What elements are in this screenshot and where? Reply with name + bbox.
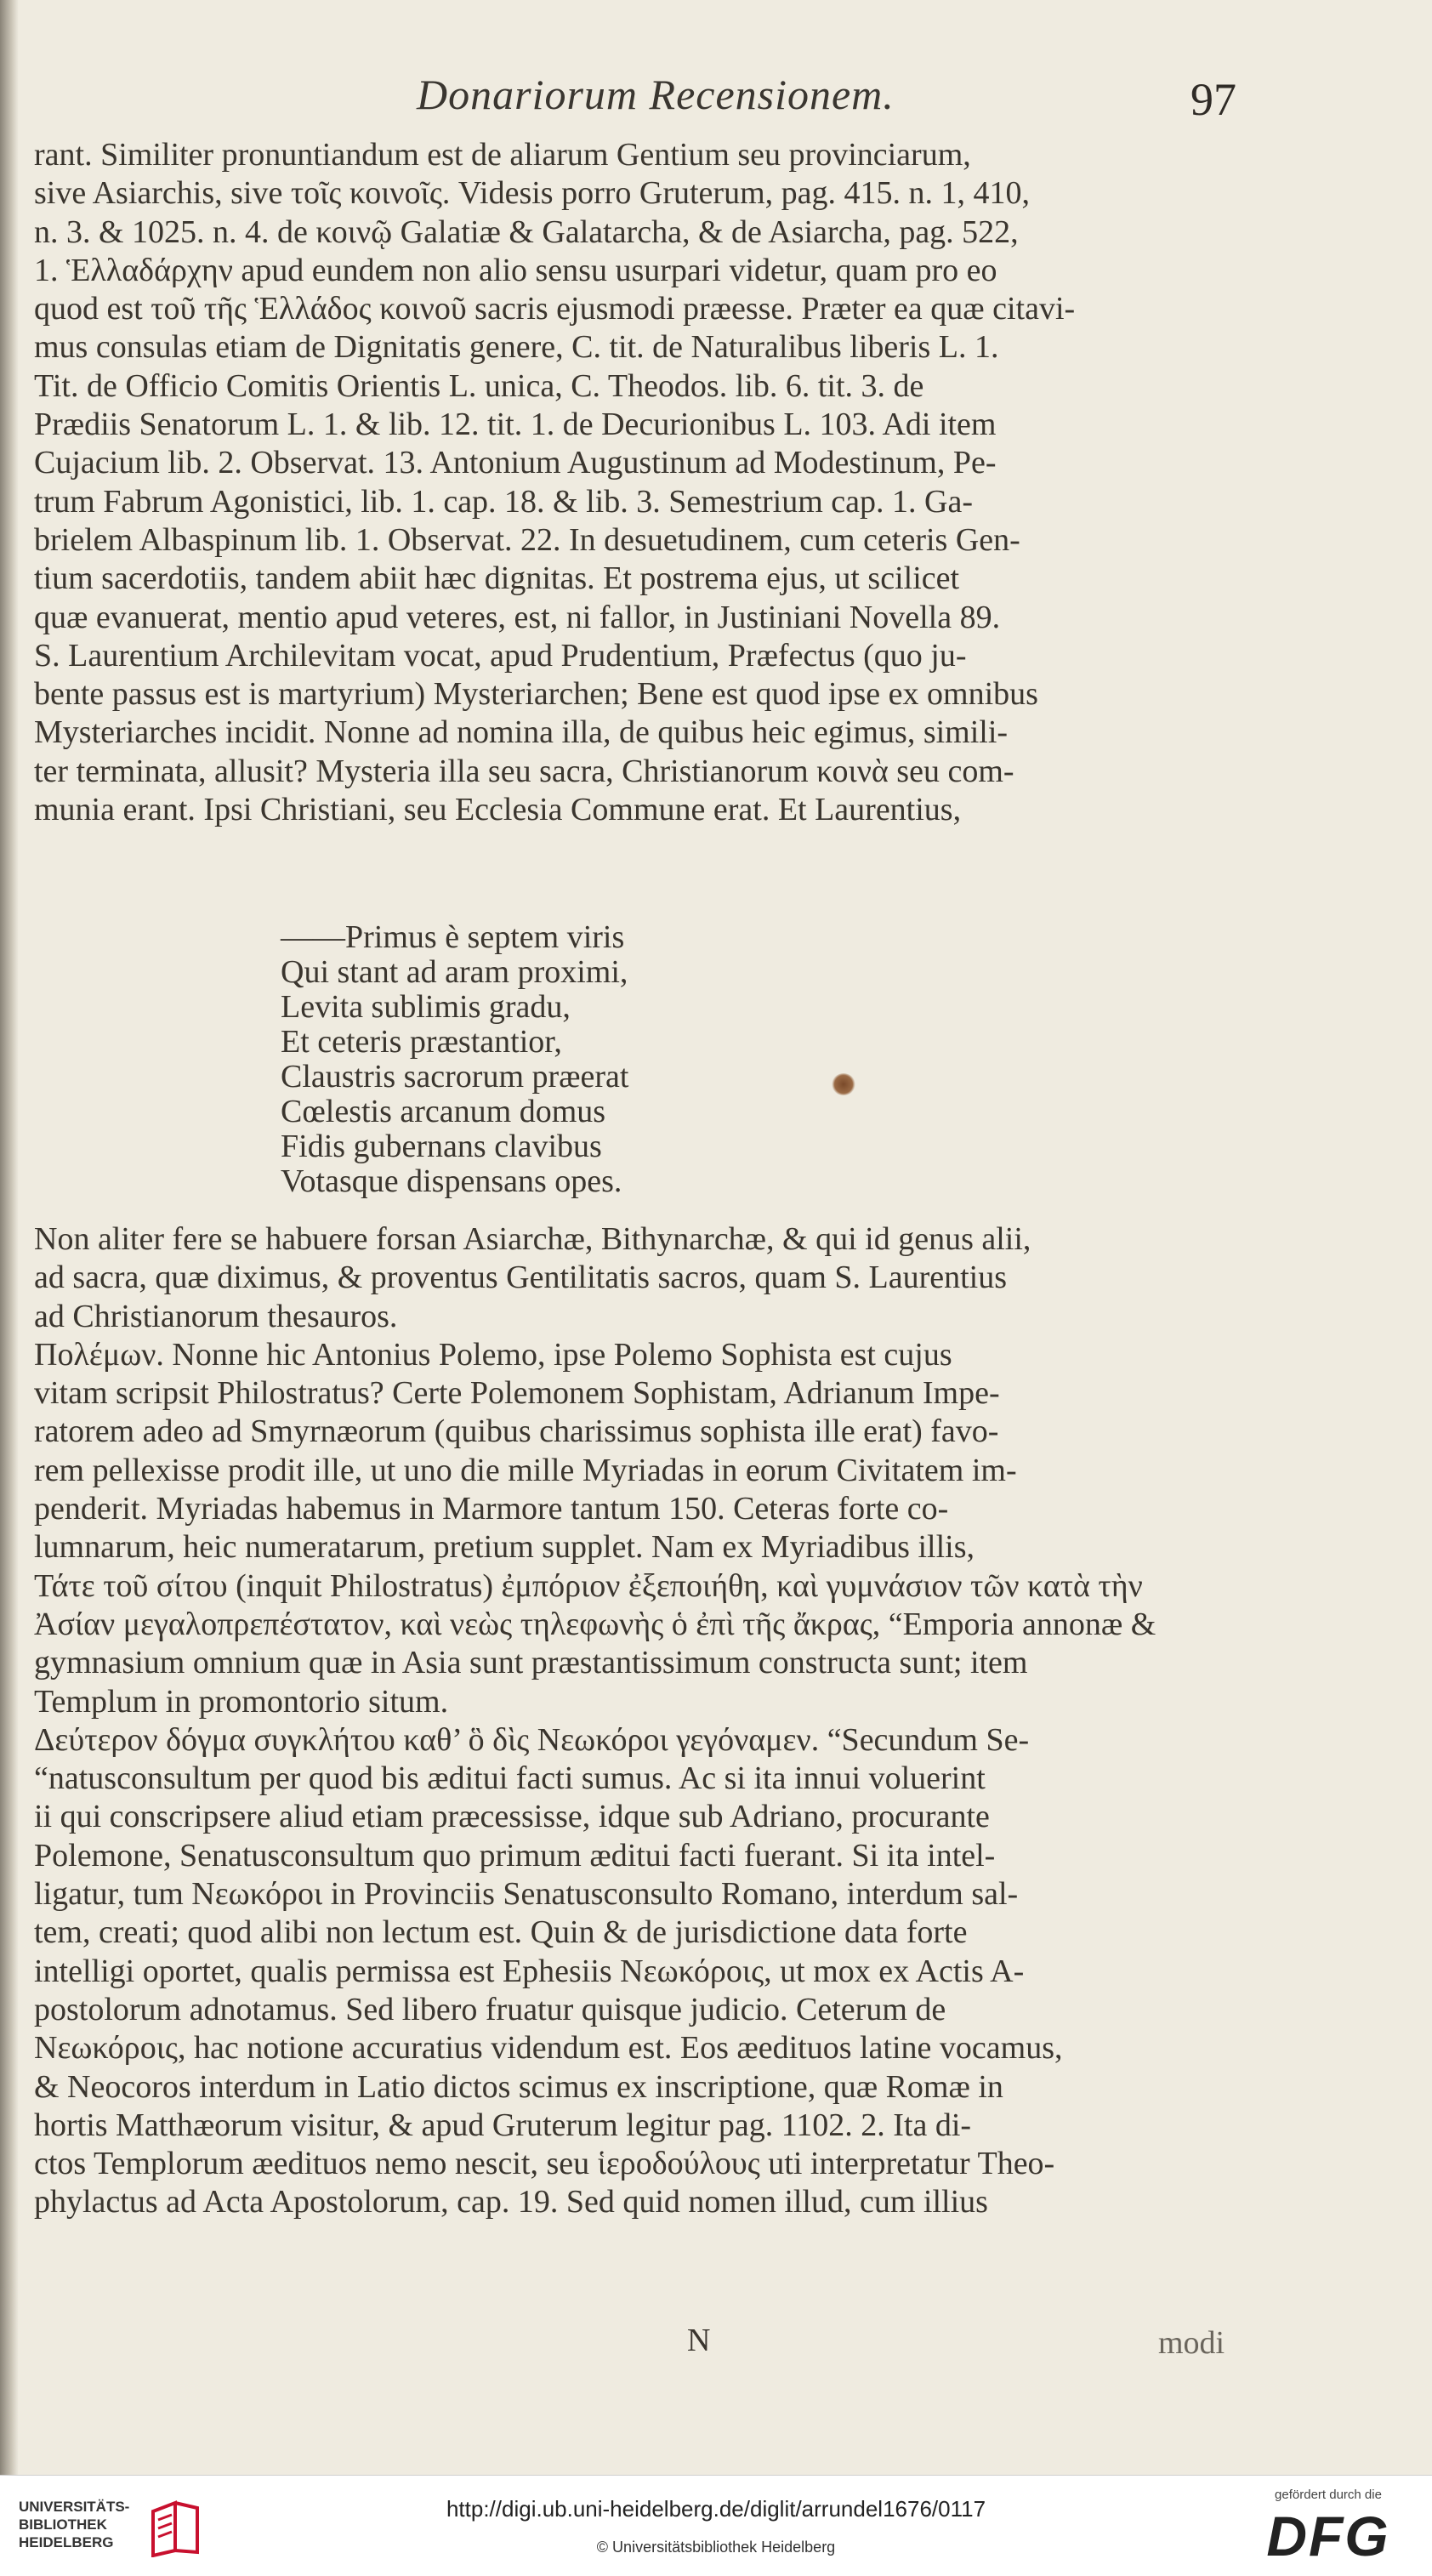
signature-mark: N xyxy=(687,2323,711,2358)
text-line: Templum in promontorio situm. xyxy=(34,1683,449,1720)
page-gutter-shadow xyxy=(0,0,19,2475)
library-name-line: HEIDELBERG xyxy=(19,2534,114,2550)
text-line: rant. Similiter pronuntiandum est de aliarum Gentium seu provinciarum, xyxy=(34,137,971,173)
text-line: tem, creati; quod alibi non lectum est. Quin & de jurisdictione data forte xyxy=(34,1914,968,1951)
text-line: mus consulas etiam de Dignitatis genere, C. tit. de Naturalibus liberis L. 1. xyxy=(34,329,999,366)
text-line: Πολέμων. Nonne hic Antonius Polemo, ipse Polemo Sophista est cujus xyxy=(34,1336,952,1373)
text-line: ter terminata, allusit? Mysteria illa seu sacra, Christianorum κοινὰ seu com- xyxy=(34,753,1014,789)
text-line: S. Laurentium Archilevitam vocat, apud Prudentium, Præfectus (quo ju- xyxy=(34,637,967,674)
funder-caption: gefördert durch die xyxy=(1275,2488,1382,2502)
text-line: Tit. de Officio Comitis Orientis L. unica, C. Theodos. lib. 6. tit. 3. de xyxy=(34,367,924,404)
text-line: lumnarum, heic numeratarum, pretium supplet. Nam ex Myriadibus illis, xyxy=(34,1529,975,1566)
text-line: & Neocoros interdum in Latio dictos scimus ex inscriptione, quæ Romæ in xyxy=(34,2068,1003,2105)
text-line: “natusconsultum per quod bis æditui facti sumus. Ac si ita innui voluerint xyxy=(34,1760,986,1797)
text-line: Τάτε τοῦ σίτου (inquit Philostratus) ἐμπόριον ἐξεποιήθη, καὶ γυμνάσιον τῶν κατὰ τὴν xyxy=(34,1567,1143,1604)
text-line: rem pellexisse prodit ille, ut uno die mille Myriadas in eorum Civitatem im- xyxy=(34,1452,1017,1488)
text-line: gymnasium omnium quæ in Asia sunt præstantissimum constructa sunt; item xyxy=(34,1645,1028,1681)
body-text-middle xyxy=(34,1220,1242,2222)
funder-badge[interactable] xyxy=(1243,2488,1413,2569)
text-line: Νεωκόροις, hac notione accuratius videndum est. Eos æedituos latine vocamus, xyxy=(34,2030,1063,2067)
dfg-logo: DFG xyxy=(1266,2505,1390,2567)
poem-line: Claustris sacrorum præerat xyxy=(281,1059,629,1095)
text-line: Polemone, Senatusconsultum quo primum æditui facti fuerant. Si ita intel- xyxy=(34,1837,996,1874)
ink-stain xyxy=(832,1073,855,1095)
text-line: Δεύτερον δόγμα συγκλήτου καθ’ ὃ δὶς Νεωκόροι γεγόναμεν. “Secundum Se- xyxy=(34,1721,1030,1758)
text-line: ctos Templorum æedituos nemo nescit, seu ἱεροδούλους uti interpretatur Theo- xyxy=(34,2146,1055,2182)
page-number: 97 xyxy=(1190,74,1236,125)
text-line: Mysteriarches incidit. Nonne ad nomina illa, de quibus heic egimus, simili- xyxy=(34,714,1009,751)
text-line: ratorem adeo ad Smyrnæorum (quibus charissimus sophista ille erat) favo- xyxy=(34,1413,999,1450)
poem-line: Qui stant ad aram proximi, xyxy=(281,954,628,990)
copyright-notice: © Universitätsbibliothek Heidelberg xyxy=(596,2539,836,2556)
poem-line: ——Primus è septem viris xyxy=(281,919,625,955)
text-line: bente passus est is martyrium) Mysteriarchen; Bene est quod ipse ex omnibus xyxy=(34,676,1038,713)
running-title: Donariorum Recensionem. xyxy=(417,71,895,118)
text-line: quæ evanuerat, mentio apud veteres, est, ni fallor, in Justiniani Novella 89. xyxy=(34,599,1001,635)
text-line: phylactus ad Acta Apostolorum, cap. 19. Sed quid nomen illud, cum illius xyxy=(34,2184,988,2221)
text-line: vitam scripsit Philostratus? Certe Polemonem Sophistam, Adrianum Impe- xyxy=(34,1375,1000,1412)
text-line: tium sacerdotiis, tandem abiit hæc dignitas. Et postrema ejus, ut scilicet xyxy=(34,560,960,597)
poem-line: Cœlestis arcanum domus xyxy=(281,1094,606,1129)
text-line: brielem Albaspinum lib. 1. Observat. 22. In desuetudinem, cum ceteris Gen- xyxy=(34,521,1020,558)
body-text-top xyxy=(34,136,1242,829)
text-line: trum Fabrum Agonistici, lib. 1. cap. 18. & lib. 3. Semestrium cap. 1. Ga- xyxy=(34,483,973,520)
viewer-footer xyxy=(0,2475,1432,2576)
text-line: quod est τοῦ τῆς Ἑλλάδος κοινοῦ sacris ejusmodi præesse. Præter ea quæ citavi- xyxy=(34,291,1076,327)
poem-line: Levita sublimis gradu, xyxy=(281,989,571,1025)
text-line: postolorum adnotamus. Sed libero fruatur quisque judicio. Ceterum de xyxy=(34,1991,946,2027)
text-line: n. 3. & 1025. n. 4. de κοινῷ Galatiæ & Galatarcha, & de Asiarcha, pag. 522, xyxy=(34,213,1019,250)
text-line: ligatur, tum Νεωκόροι in Provinciis Senatusconsulto Romano, interdum sal- xyxy=(34,1876,1019,1913)
poem-quotation xyxy=(281,920,876,1199)
text-line: sive Asiarchis, sive τοῖς κοινοῖς. Videsis porro Gruterum, pag. 415. n. 1, 410, xyxy=(34,175,1031,212)
text-line: Cujacium lib. 2. Observat. 13. Antonium Augustinum ad Modestinum, Pe- xyxy=(34,445,997,481)
text-line: Non aliter fere se habuere forsan Asiarchæ, Bithynarchæ, & qui id genus alii, xyxy=(34,1221,1031,1257)
text-line: munia erant. Ipsi Christiani, seu Ecclesia Commune erat. Et Laurentius, xyxy=(34,792,962,828)
text-line: hortis Matthæorum visitur, & apud Gruterum legitur pag. 1102. 2. Ita di- xyxy=(34,2107,972,2143)
library-name-line: UNIVERSITÄTS- xyxy=(19,2499,130,2515)
poem-line: Fidis gubernans clavibus xyxy=(281,1129,602,1164)
text-line: ad sacra, quæ diximus, & proventus Gentilitatis sacros, quam S. Laurentius xyxy=(34,1260,1008,1296)
text-line: ad Christianorum thesauros. xyxy=(34,1298,398,1334)
poem-line: Et ceteris præstantior, xyxy=(281,1024,562,1060)
permalink-url[interactable]: http://digi.ub.uni-heidelberg.de/diglit/arrundel1676/0117 xyxy=(446,2496,986,2522)
text-line: 1. Ἑλλαδάρχην apud eundem non alio sensu usurpari videtur, quam pro eo xyxy=(34,252,997,288)
text-line: Prædiis Senatorum L. 1. & lib. 12. tit. 1. de Decurionibus L. 103. Adi item xyxy=(34,407,997,443)
catchword: modi xyxy=(1158,2325,1225,2361)
text-line: ii qui conscripsere aliud etiam præcessisse, idque sub Adriano, procurante xyxy=(34,1799,990,1835)
text-line: Ἀσίαν μεγαλοπρεπέστατον, καὶ νεὼς τηλεφωνὴς ὁ ἐπὶ τῆς ἄκρας, “Emporia annonæ & xyxy=(34,1606,1156,1642)
text-line: intelligi oportet, qualis permissa est Ephesiis Νεωκόροις, ut mox ex Actis A- xyxy=(34,1953,1025,1989)
poem-line: Votasque dispensans opes. xyxy=(281,1163,622,1199)
page-header xyxy=(0,70,1432,138)
library-name-line: BIBLIOTHEK xyxy=(19,2516,107,2533)
text-line: penderit. Myriadas habemus in Marmore tantum 150. Ceteras forte co- xyxy=(34,1491,949,1527)
